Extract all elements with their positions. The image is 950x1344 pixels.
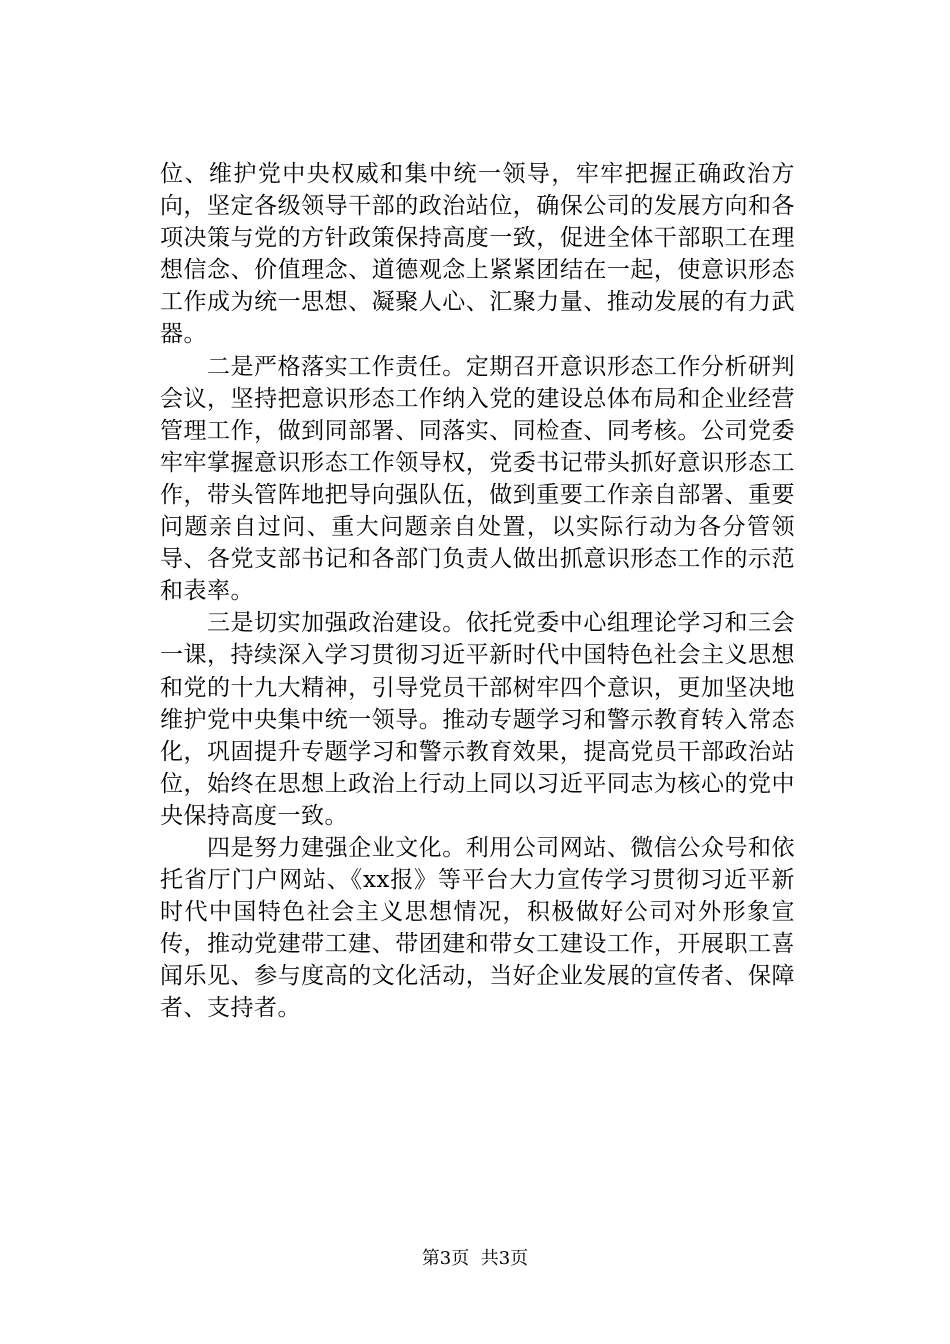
paragraph-work-responsibility: 二是严格落实工作责任。定期召开意识形态工作分析研判会议，坚持把意识形态工作纳入党的建设总体布局和企业经营管理工作，做到同部署、同落实、同检查、同考核。公司党委牢牢掌握意识形态工作领导权，党委书记带头抓好意识形态工作，带头管阵地把导向强队伍，做到重要工作亲自部署、重要问题亲自过问、重大问题亲自处置，以实际行动为各分管领导、各党支部书记和各部门负责人做出抓意识形态工作的示范和表率。 [160, 353, 795, 605]
page-number: 第3页 共3页 [421, 1248, 529, 1269]
paragraph-political-building: 三是切实加强政治建设。依托党委中心组理论学习和三会一课，持续深入学习贯彻习近平新时代中国特色社会主义思想和党的十九大精神，引导党员干部树牢四个意识，更加坚决地维护党中央集中统一领导。推动专题学习和警示教育转入常态化，巩固提升专题学习和警示教育效果，提高党员干部政治站位，始终在思想上政治上行动上同以习近平同志为核心的党中央保持高度一致。 [160, 610, 795, 829]
page-footer [0, 1244, 950, 1270]
document-body [160, 158, 795, 1025]
paragraph-corporate-culture: 四是努力建强企业文化。利用公司网站、微信公众号和依托省厅门户网站、《xx报》等平台大力宣传学习贯彻习近平新时代中国特色社会主义思想情况，积极做好公司对外形象宣传，推动党建带工建、带团建和带女工建设工作，开展职工喜闻乐见、参与度高的文化活动，当好企业发展的宣传者、保障者、支持者。 [160, 834, 795, 1022]
paragraph-continuation: 位、维护党中央权威和集中统一领导，牢牢把握正确政治方向，坚定各级领导干部的政治站位，确保公司的发展方向和各项决策与党的方针政策保持高度一致，促进全体干部职工在理想信念、价值理念、道德观念上紧紧团结在一起，使意识形态工作成为统一思想、凝聚人心、汇聚力量、推动发展的有力武器。 [160, 161, 795, 348]
